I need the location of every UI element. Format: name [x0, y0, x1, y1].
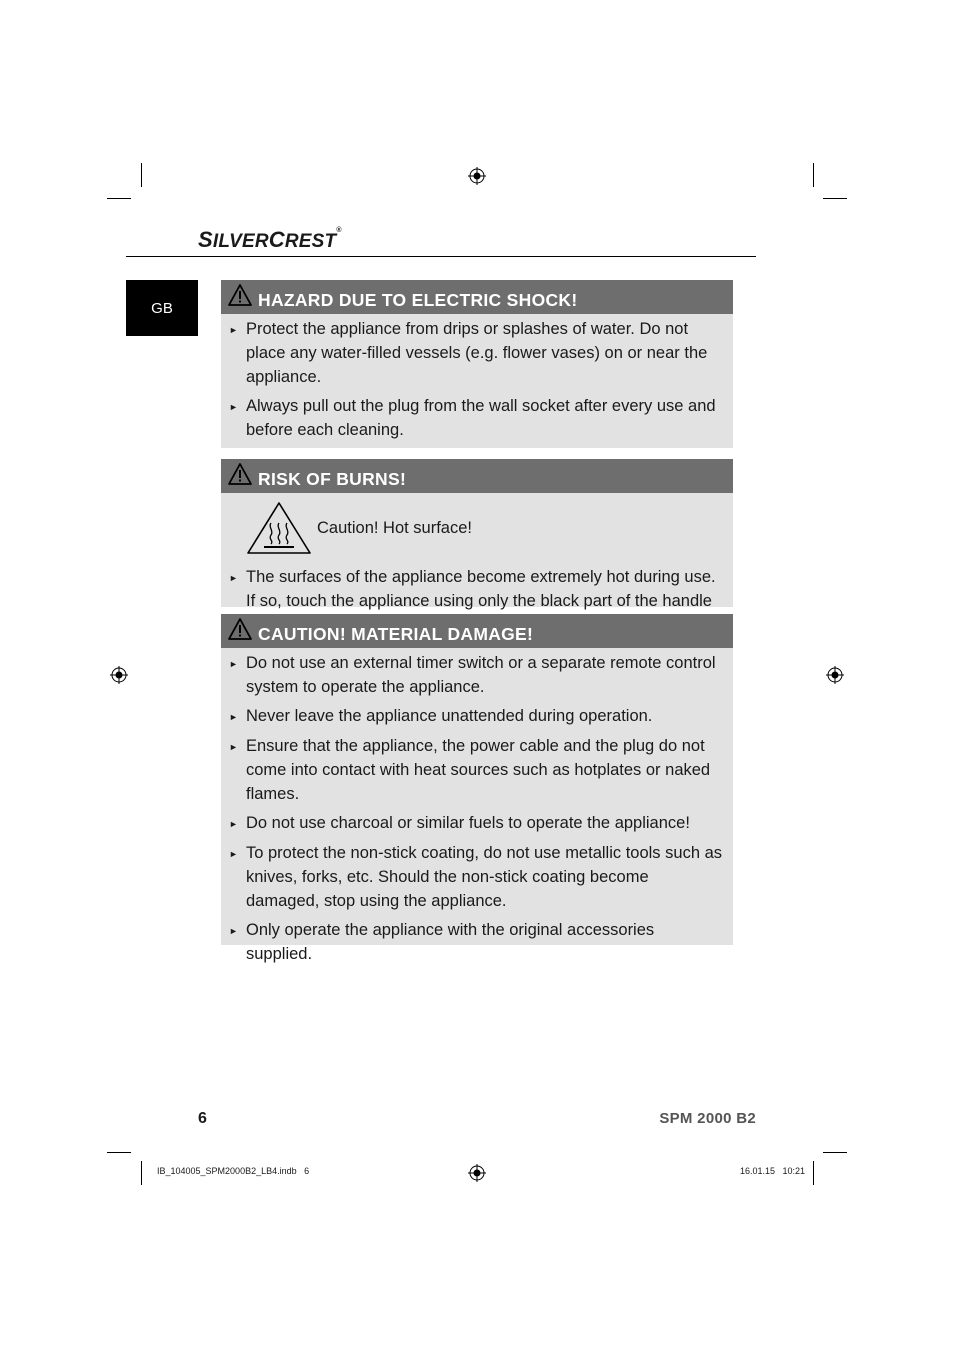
- brand-logo: [198, 227, 342, 253]
- language-tab: GB: [126, 280, 198, 336]
- list-item: [229, 394, 723, 442]
- crop-mark: [823, 1152, 847, 1153]
- crop-mark: [141, 163, 142, 187]
- section-title: RISK OF BURNS!: [258, 468, 407, 489]
- model-number: SPM 2000 B2: [659, 1110, 756, 1127]
- print-slug-date: 16.01.15 10:21: [739, 1166, 805, 1176]
- header-rule: [126, 256, 756, 257]
- bullet-arrow-icon: ►: [229, 742, 238, 752]
- section-risk-of-burns: [221, 459, 733, 610]
- bullet-arrow-icon: ►: [229, 926, 238, 936]
- list-item-text: Never leave the appliance unattended during operation.: [246, 707, 653, 725]
- crop-mark: [141, 1161, 142, 1185]
- hot-surface-icon: [246, 501, 312, 555]
- registration-mark-icon: [110, 666, 128, 684]
- section-electric-shock: [221, 280, 733, 448]
- list-item-text: To protect the non-stick coating, do not use metallic tools such as knives, forks, etc. Should the non-stick coating become damaged, stop using the appliance.: [246, 844, 723, 910]
- list-item: [229, 704, 723, 729]
- bullet-arrow-icon: ►: [229, 659, 238, 669]
- list-item: [229, 841, 723, 913]
- logo-text: REST: [284, 231, 337, 252]
- list-item-text: Do not use charcoal or similar fuels to operate the appliance!: [246, 814, 690, 832]
- logo-letter: C: [268, 227, 285, 252]
- list-item: [229, 811, 723, 836]
- section-header: [221, 459, 733, 493]
- crop-mark: [107, 198, 131, 199]
- list-item: [229, 918, 723, 966]
- list-item-text: Ensure that the appliance, the power cable and the plug do not come into contact with heat sources such as hotplates or naked flames.: [246, 737, 711, 803]
- caution-label: Caution! Hot surface!: [317, 518, 472, 537]
- crop-mark: [823, 198, 847, 199]
- list-item: [229, 317, 723, 389]
- section-title: HAZARD DUE TO ELECTRIC SHOCK!: [258, 289, 578, 310]
- registration-mark-icon: [826, 666, 844, 684]
- section-header: [221, 280, 733, 314]
- list-item: [229, 734, 723, 806]
- page-number: 6: [198, 1110, 207, 1127]
- list-item: [229, 651, 723, 699]
- list-item-text: Always pull out the plug from the wall socket after every use and before each cleaning.: [246, 397, 716, 439]
- list-item-text: Protect the appliance from drips or splashes of water. Do not place any water-filled vessels (e.g. flower vases) on or near the appliance.: [246, 320, 708, 386]
- registration-mark-icon: [468, 1164, 486, 1182]
- crop-mark: [813, 163, 814, 187]
- bullet-arrow-icon: ►: [229, 819, 238, 829]
- bullet-list: [221, 314, 733, 448]
- logo-text: ILVER: [212, 231, 269, 252]
- list-item-text: The surfaces of the appliance become extremely hot during use. If so, touch the appliance using only the black part of the handle: [246, 568, 716, 610]
- hot-surface-caution: [221, 493, 733, 565]
- list-item-text: Only operate the appliance with the original accessories supplied.: [246, 921, 655, 963]
- section-header: [221, 614, 733, 648]
- warning-triangle-icon: [228, 463, 252, 485]
- bullet-arrow-icon: ►: [229, 573, 238, 583]
- print-slug-file: IB_104005_SPM2000B2_LB4.indb 6: [157, 1166, 310, 1176]
- bullet-arrow-icon: ►: [229, 402, 238, 412]
- crop-mark: [107, 1152, 131, 1153]
- warning-triangle-icon: [228, 618, 252, 640]
- logo-letter: S: [198, 227, 213, 252]
- registration-mark-icon: [468, 167, 486, 185]
- bullet-arrow-icon: ►: [229, 849, 238, 859]
- section-material-damage: [221, 614, 733, 963]
- warning-triangle-icon: [228, 284, 252, 306]
- list-item: [229, 565, 723, 613]
- bullet-arrow-icon: ►: [229, 325, 238, 335]
- bullet-list: [221, 565, 733, 619]
- section-title: CAUTION! MATERIAL DAMAGE!: [258, 623, 534, 644]
- list-item-text: Do not use an external timer switch or a separate remote control system to operate the appliance.: [246, 654, 716, 696]
- crop-mark: [813, 1161, 814, 1185]
- bullet-list: [221, 648, 733, 972]
- bullet-arrow-icon: ►: [229, 712, 238, 722]
- registered-mark: ®: [336, 227, 342, 234]
